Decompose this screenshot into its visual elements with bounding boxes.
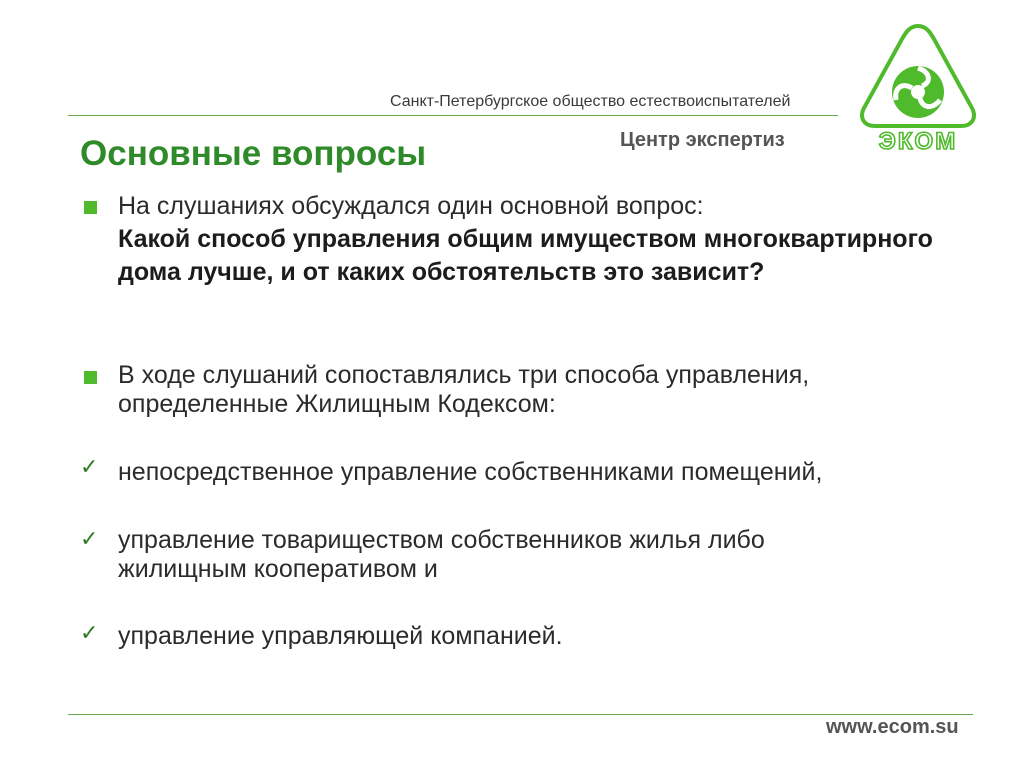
list-item-text: В ходе слушаний сопоставлялись три способа управления, определенные Жилищным Кодексом: <box>118 361 810 418</box>
footer-divider <box>68 714 973 715</box>
page-title: Основные вопросы <box>80 134 427 173</box>
bullet-square-icon <box>84 371 97 384</box>
list-item-emphasis: Какой способ управления общим имуществом многоквартирного дома лучше, и от каких обстоятельств это зависит? <box>118 225 933 286</box>
footer-url[interactable]: www.ecom.su <box>826 716 959 738</box>
ecom-logo <box>856 22 980 156</box>
list-item <box>118 190 978 289</box>
ecom-triangle-swirl-logo-icon <box>856 22 980 156</box>
center-name: Центр экспертиз <box>620 129 785 151</box>
list-item <box>118 526 878 584</box>
checkmark-icon: ✓ <box>80 621 99 646</box>
bullet-square-icon <box>84 201 97 214</box>
list-item-text: На слушаниях обсуждался один основной вопрос: <box>118 192 704 220</box>
org-name: Санкт-Петербургское общество естествоиспытателей <box>390 93 791 110</box>
checkmark-icon: ✓ <box>80 527 99 552</box>
list-item <box>118 620 978 653</box>
header-divider <box>68 115 838 116</box>
list-item-text: непосредственное управление собственниками помещений, <box>118 458 823 486</box>
checkmark-icon: ✓ <box>80 455 99 480</box>
list-item <box>118 361 918 419</box>
logo-text: ЭКОМ <box>878 128 958 155</box>
list-item-text: управление товариществом собственников жилья либо жилищным кооперативом и <box>118 526 765 583</box>
list-item <box>118 456 978 489</box>
list-item-text: управление управляющей компанией. <box>118 622 563 650</box>
